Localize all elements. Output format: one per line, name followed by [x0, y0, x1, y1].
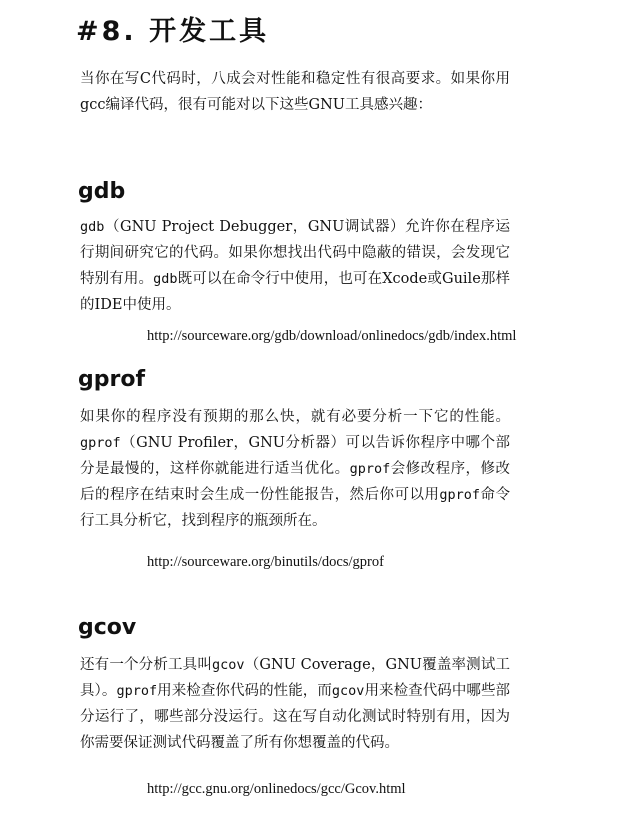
body-text: 会修改程序，修改后的程序在结束时会生成一份性能报告，然后你可以用	[80, 461, 511, 503]
reference-url-gcov: http://gcc.gnu.org/onlinedocs/gcc/Gcov.html	[147, 781, 406, 797]
body-text: （GNU Coverage，GNU覆盖率测试工具）。	[80, 657, 510, 699]
body-text: 用来检查你代码的性能，而	[157, 683, 332, 699]
body-text: 命令行工具分析它，找到程序的瓶颈所在。	[80, 487, 511, 529]
code-term: gprof	[80, 435, 121, 451]
section-body-gdb	[80, 214, 510, 318]
intro-paragraph: 当你在写C代码时，八成会对性能和稳定性有很高要求。如果你用gcc编译代码，很有可能对以下这些GNU工具感兴趣：	[80, 71, 510, 113]
body-text: 既可以在命令行中使用，也可在Xcode或Guile那样的IDE中使用。	[80, 271, 511, 313]
chapter-title: #8. 开发工具	[76, 16, 270, 47]
body-text: （GNU Profiler，GNU分析器）可以告诉你程序中哪个部分是最慢的，这样你就能进行适当优化。	[80, 435, 510, 477]
code-term: gprof	[439, 487, 481, 503]
section-heading-gcov: gcov	[78, 615, 137, 640]
code-term: gcov	[331, 683, 365, 699]
section-heading-gprof: gprof	[78, 367, 146, 392]
body-text: （GNU Project Debugger，GNU调试器）允许你在程序运行期间研究它的代码。如果你想找出代码中隐蔽的错误，会发现它特别有用。	[80, 219, 510, 287]
section-body-gprof	[80, 404, 510, 534]
body-text: 如果你的程序没有预期的那么快，就有必要分析一下它的性能。	[80, 409, 510, 425]
section-body-gcov	[80, 652, 510, 756]
reference-url-gdb: http://sourceware.org/gdb/download/onlinedocs/gdb/index.html	[147, 328, 517, 344]
section-heading-gdb: gdb	[78, 179, 126, 204]
code-term: gprof	[349, 461, 391, 477]
body-text: 用来检查代码中哪些部分运行了，哪些部分没运行。这在写自动化测试时特别有用，因为你需要保证测试代码覆盖了所有你想覆盖的代码。	[80, 683, 511, 751]
code-term: gdb	[153, 271, 178, 287]
code-term: gprof	[116, 683, 158, 699]
body-text: 还有一个分析工具叫	[80, 657, 213, 673]
code-term: gdb	[80, 219, 105, 235]
reference-url-gprof: http://sourceware.org/binutils/docs/gprof	[147, 554, 384, 570]
code-term: gcov	[212, 657, 245, 673]
